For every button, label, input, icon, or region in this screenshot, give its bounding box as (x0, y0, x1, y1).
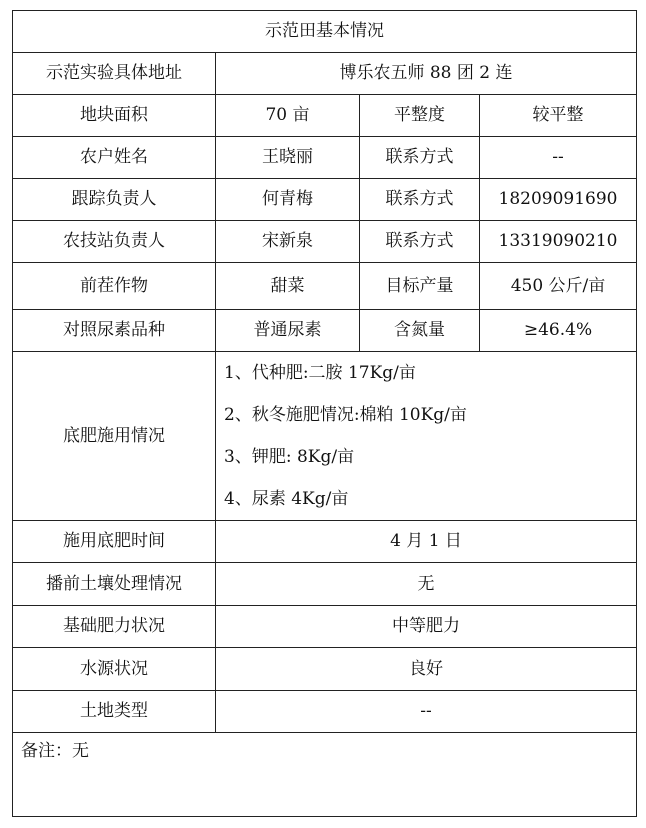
nitrogen-label: 含氮量 (360, 310, 480, 352)
farmer-name-value: 王晓丽 (216, 137, 360, 179)
land-type-label: 土地类型 (13, 691, 216, 733)
target-yield-value: 450 公斤/亩 (480, 263, 637, 310)
address-value: 博乐农五师 88 团 2 连 (216, 53, 637, 95)
station-contact-value: 13319090210 (480, 221, 637, 263)
station-value: 宋新泉 (216, 221, 360, 263)
address-label: 示范实验具体地址 (13, 53, 216, 95)
farmer-contact-value: -- (480, 137, 637, 179)
tracker-contact-value: 18209091690 (480, 179, 637, 221)
base-fert-item: 3、钾肥: 8Kg/亩 (224, 447, 355, 467)
area-value: 70 亩 (216, 95, 360, 137)
prev-crop-value: 甜菜 (216, 263, 360, 310)
area-label: 地块面积 (13, 95, 216, 137)
remarks: 备注：无 (13, 733, 637, 817)
flatness-value: 较平整 (480, 95, 637, 137)
soil-treat-value: 无 (216, 563, 637, 606)
fertility-label: 基础肥力状况 (13, 606, 216, 648)
tracker-contact-label: 联系方式 (360, 179, 480, 221)
table-title: 示范田基本情况 (13, 11, 637, 53)
demo-field-info-table (12, 10, 637, 817)
base-fert-details (216, 352, 637, 521)
soil-treat-label: 播前土壤处理情况 (13, 563, 216, 606)
flatness-label: 平整度 (360, 95, 480, 137)
tracker-label: 跟踪负责人 (13, 179, 216, 221)
tracker-value: 何青梅 (216, 179, 360, 221)
urea-type-label: 对照尿素品种 (13, 310, 216, 352)
station-label: 农技站负责人 (13, 221, 216, 263)
base-fert-item: 2、秋冬施肥情况:棉粕 10Kg/亩 (224, 405, 467, 425)
nitrogen-value: ≥46.4% (480, 310, 637, 352)
farmer-name-label: 农户姓名 (13, 137, 216, 179)
base-time-value: 4 月 1 日 (216, 521, 637, 563)
land-type-value: -- (216, 691, 637, 733)
urea-type-value: 普通尿素 (216, 310, 360, 352)
base-time-label: 施用底肥时间 (13, 521, 216, 563)
farmer-contact-label: 联系方式 (360, 137, 480, 179)
base-fert-item: 4、尿素 4Kg/亩 (224, 489, 349, 509)
fertility-value: 中等肥力 (216, 606, 637, 648)
prev-crop-label: 前茬作物 (13, 263, 216, 310)
water-value: 良好 (216, 648, 637, 691)
station-contact-label: 联系方式 (360, 221, 480, 263)
base-fert-label: 底肥施用情况 (13, 352, 216, 521)
water-label: 水源状况 (13, 648, 216, 691)
base-fert-item: 1、代种肥:二胺 17Kg/亩 (224, 363, 416, 383)
target-yield-label: 目标产量 (360, 263, 480, 310)
